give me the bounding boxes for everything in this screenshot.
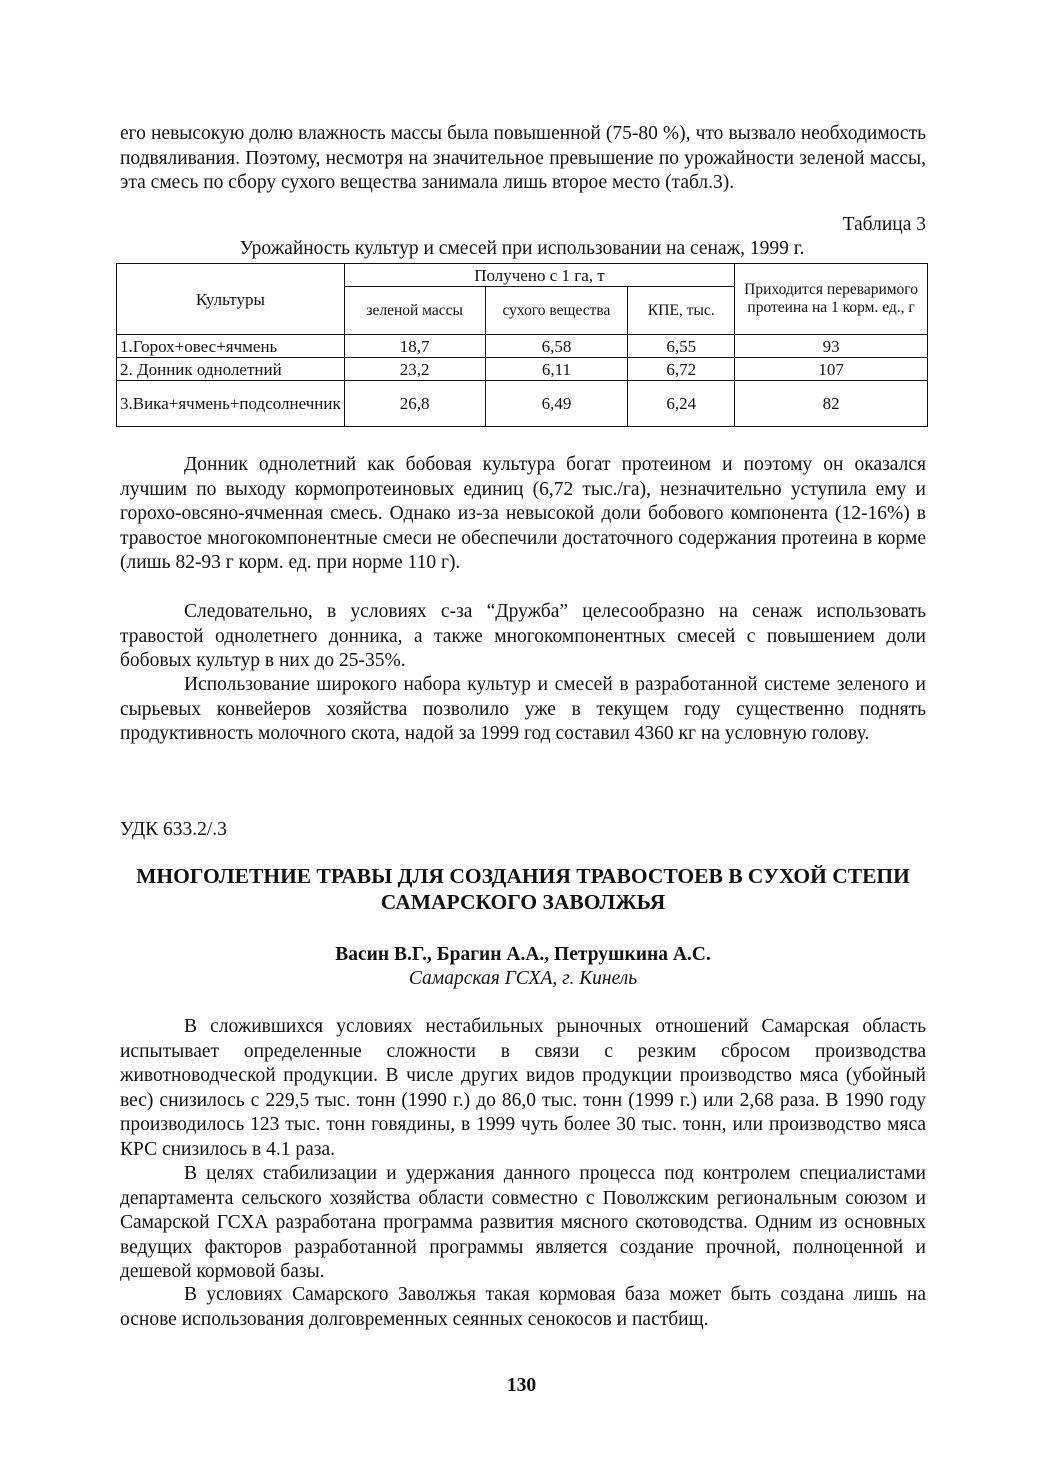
article-authors: Васин В.Г., Брагин А.А., Петрушкина А.С. bbox=[335, 944, 711, 965]
paragraph-base: В условиях Самарского Заволжья такая кормовая база может быть создана лишь на основе использования долговременных сеянных сенокосов и пастбищ. bbox=[120, 1284, 926, 1330]
article-title: МНОГОЛЕТНИЕ ТРАВЫ ДЛЯ СОЗДАНИЯ ТРАВОСТОЕВ В СУХОЙ СТЕПИ САМАРСКОГО ЗАВОЛЖЬЯ bbox=[136, 864, 910, 914]
cell-culture: 2. Донник однолетний bbox=[117, 358, 345, 381]
header-kpe: КПЕ, тыс. bbox=[628, 287, 735, 335]
table-title: Урожайность культур и смесей при использовании на сенаж, 1999 г. bbox=[239, 238, 805, 259]
cell-green: 26,8 bbox=[344, 381, 485, 427]
header-obtained: Получено с 1 га, т bbox=[344, 264, 734, 287]
cell-dry: 6,49 bbox=[485, 381, 628, 427]
cell-kpe: 6,72 bbox=[628, 358, 735, 381]
header-culture: Культуры bbox=[117, 264, 345, 335]
cell-culture: 3.Вика+ячмень+подсолнечник bbox=[117, 381, 345, 427]
cell-kpe: 6,24 bbox=[628, 381, 735, 427]
table-row bbox=[117, 381, 928, 427]
header-dry-matter: сухого вещества bbox=[485, 287, 628, 335]
udc-code: УДК 633.2/.3 bbox=[120, 819, 227, 840]
cell-green: 18,7 bbox=[344, 335, 485, 358]
header-protein: Приходится переваримого протеина на 1 корм. ед., г bbox=[735, 264, 928, 335]
yield-table bbox=[116, 263, 928, 427]
paragraph-conclusion: Следовательно, в условиях с-за “Дружба” целесообразно на сенаж использовать травостой однолетнего донника, а также многокомпонентных смесей с повышением доли бобовых культур в них до 25-35%. bbox=[120, 601, 926, 671]
table-caption: Таблица 3 bbox=[842, 214, 926, 235]
paragraph-donnik: Донник однолетний как бобовая культура богат протеином и поэтому он оказался лучшим по выходу кормопротеиновых единиц (6,72 тыс./га), незначительно уступила ему и горохо-овсяно-ячменная смесь. Однако из-за невысокой доли бобового компонента (12-16%) в травостое многокомпонентные смеси не обеспечили достаточного содержания протеина в корме (лишь 82-93 г корм. ед. при норме 110 г). bbox=[120, 454, 926, 573]
header-green-mass: зеленой массы bbox=[344, 287, 485, 335]
cell-protein: 82 bbox=[735, 381, 928, 427]
table-row bbox=[117, 335, 928, 358]
cell-green: 23,2 bbox=[344, 358, 485, 381]
cell-dry: 6,11 bbox=[485, 358, 628, 381]
paragraph-intro: его невысокую долю влажность массы была повышенной (75-80 %), что вызвало необходимость подвяливания. Поэтому, несмотря на значительное превышение по урожайности зеленой массы, эта смесь по сбору сухого вещества занимала лишь второе место (табл.3). bbox=[120, 123, 926, 193]
paragraph-market: В сложившихся условиях нестабильных рыночных отношений Самарская область испытывает определенные сложности в связи с резким сбросом производства животноводческой продукции. В числе других видов продукции производство мяса (убойный вес) снизилось с 229,5 тыс. тонн (1990 г.) до 86,0 тыс. тонн (1999 г.) или 2,68 раза. В 1990 году производилось 123 тыс. тонн говядины, в 1999 чуть более 30 тыс. тонн, или производство мяса КРС снизилось в 4.1 раза. bbox=[120, 1016, 926, 1160]
paragraph-program: В целях стабилизации и удержания данного процесса под контролем специалистами департамента сельского хозяйства области совместно с Поволжским региональным союзом и Самарской ГСХА разработана программа развития мясного скотоводства. Одним из основных ведущих факторов разработанной программы является создание прочной, полноценной и дешевой кормовой базы. bbox=[120, 1163, 926, 1282]
cell-protein: 93 bbox=[735, 335, 928, 358]
cell-protein: 107 bbox=[735, 358, 928, 381]
cell-dry: 6,58 bbox=[485, 335, 628, 358]
cell-culture: 1.Горох+овес+ячмень bbox=[117, 335, 345, 358]
paragraph-usage: Использование широкого набора культур и смесей в разработанной системе зеленого и сырьевых конвейеров хозяйства позволило уже в текущем году существенно поднять продуктивность молочного скота, надой за 1999 год составил 4360 кг на условную голову. bbox=[120, 674, 926, 744]
article-affiliation: Самарская ГСХА, г. Кинель bbox=[408, 968, 638, 989]
table-row bbox=[117, 358, 928, 381]
cell-kpe: 6,55 bbox=[628, 335, 735, 358]
page-number: 130 bbox=[506, 1375, 537, 1396]
